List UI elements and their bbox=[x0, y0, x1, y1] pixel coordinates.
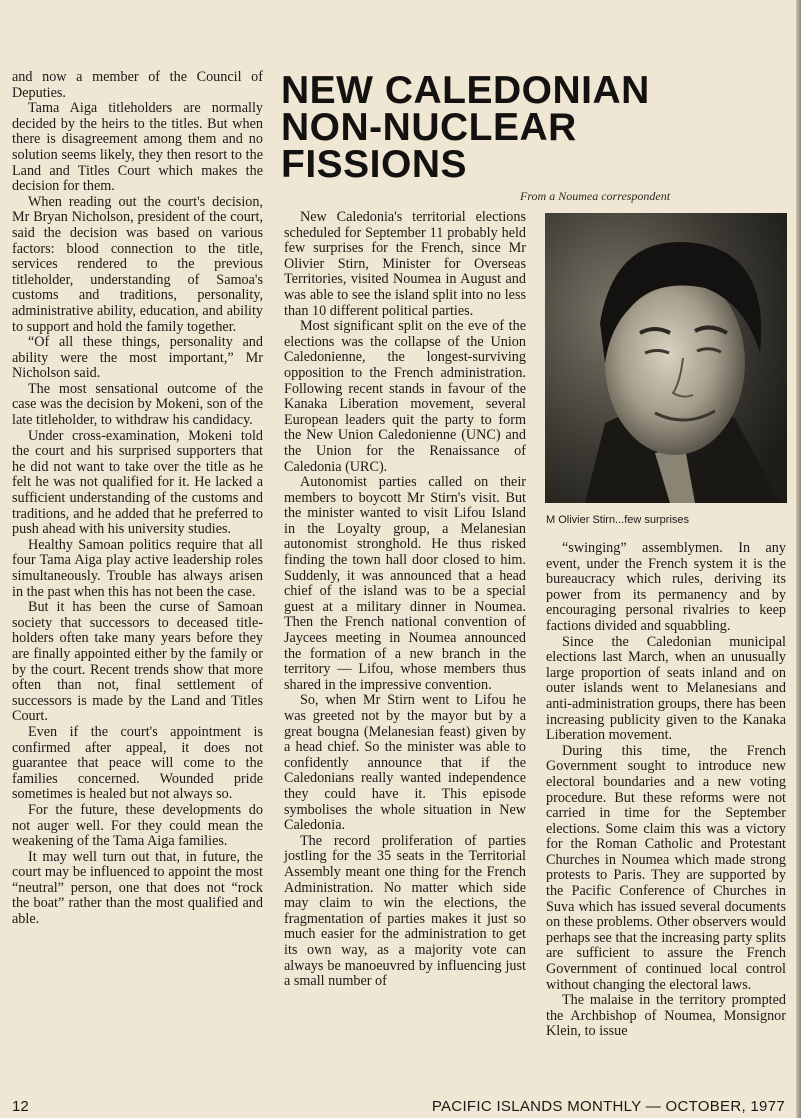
paragraph: and now a member of the Council of Deputies. bbox=[12, 69, 263, 101]
article-column-1 bbox=[12, 70, 263, 928]
paragraph: The most sensational outcome of the case was the decision by Mokeni, son of the late titleholder, to withdraw his candidacy. bbox=[12, 380, 263, 429]
headline-line: NEW CALEDONIAN bbox=[281, 69, 650, 112]
portrait-illustration bbox=[545, 213, 787, 503]
portrait-photo bbox=[545, 213, 787, 503]
paragraph: So, when Mr Stirn went to Lifou he was greeted not by the mayor but by a great bougna (Melanesian feast) given by a head chief. So the minister was able to confidently announce that if the Caledonians really wanted independence they could have it. This episode symbolises the whole situation in New Caledonia. bbox=[284, 692, 526, 834]
paragraph: It may well turn out that, in future, the court may be influenced to appoint the most “neutral” person, one that does not “rock the boat” rather than the most qualified and able. bbox=[12, 848, 263, 928]
paragraph: Most significant split on the eve of the elections was the collapse of the Union Caledonienne, the longest-surviving opposition to the French administration. Following recent stands in favour of the Kanaka Liberation movement, several European leaders quit the party to form the New Union Caledonienne (UNC) and the Union for the Renaissance of Caledonia (URC). bbox=[284, 318, 526, 475]
paragraph: Since the Caledonian municipal elections last March, when an unusually large proportion of seats inland and on outer islands went to Melanesians and anti-administration groups, there has been increasing publicity given to the Kanaka Liberation movement. bbox=[546, 633, 786, 744]
paragraph: Autonomist parties called on their members to boycott Mr Stirn's visit. But the minister wanted to visit Lifou Island in the Loyalty group, a Melanesian autonomist stronghold. He thus risked finding the town hall door closed to him. Suddenly, it was announced that a head chief of the island was to be a special guest at a military dinner in Noumea. Then the French national convention of Jaycees meeting in Noumea announced the formation of a new branch in the territory — Lifou, whose members thus shared in the impressive convention. bbox=[284, 474, 526, 693]
article-column-3 bbox=[546, 541, 786, 1040]
paragraph: But it has been the curse of Samoan society that successors to deceased title-holders often take many years before they are finally appointed either by the family or by the court. Recent trends show that more often than not, final settlement of successors is made by the Land and Titles Court. bbox=[12, 599, 263, 725]
paragraph: Healthy Samoan politics require that all four Tama Aiga play active leadership roles simultaneously. Trouble has always arisen in the past when this has not been the case. bbox=[12, 536, 263, 600]
headline bbox=[281, 69, 781, 186]
page-number: 12 bbox=[12, 1098, 29, 1115]
paragraph: Tama Aiga titleholders are normally decided by the heirs to the titles. But when there is disagreement among them and no solution seems likely, they then resort to the Land and Titles Court which makes the decision for them. bbox=[12, 100, 263, 195]
publication-footer: PACIFIC ISLANDS MONTHLY — OCTOBER, 1977 bbox=[431, 1098, 785, 1115]
paragraph: “swinging” assemblymen. In any event, under the French system it is the bureaucracy which rules, deriving its power from its permanency and by encouraging personal rivalries to keep factions divided and squabbling. bbox=[546, 540, 786, 634]
paragraph: During this time, the French Government sought to introduce new electoral boundaries and a new voting procedure. But these reforms were not carried in time for the September elections. Some claim this was a victory for the Roman Catholic and Protestant Churches in Noumea which made strong protests to Paris. They are supported by the Pacific Conference of Churches in Suva which has issued several documents on these problems. Other observers would perhaps see that the increasing party splits are sufficient to assure the French Government of continued local control without changing the electoral laws. bbox=[546, 742, 786, 993]
paragraph: For the future, these developments do not auger well. For they could mean the weakening of the Tama Aiga families. bbox=[12, 801, 263, 850]
paragraph: Even if the court's appointment is confirmed after appeal, it does not guarantee that peace will come to the families concerned. Wounded pride sometimes is healed but not always so. bbox=[12, 723, 263, 803]
headline-line: FISSIONS bbox=[281, 143, 468, 186]
photo-caption: M Olivier Stirn...few surprises bbox=[546, 514, 690, 526]
paragraph: When reading out the court's decision, Mr Bryan Nicholson, president of the court, said the decision was based on various factors: blood connection to the title, services rendered to the previous titleholder, understanding of Samoa's customs and traditions, personality, administrative ability, education, and ability to support and hold the family together. bbox=[12, 193, 263, 335]
paragraph: “Of all these things, personality and ability were the most important,” Mr Nicholson said. bbox=[12, 334, 263, 382]
paragraph: New Caledonia's territorial elections scheduled for September 11 probably held few surprises for the French, since Mr Olivier Stirn, Minister for Overseas Territories, visited Noumea in August and was able to see the island split into no less than 10 different political parties. bbox=[284, 209, 526, 319]
headline-line: NON-NUCLEAR bbox=[281, 106, 577, 149]
paragraph: The record proliferation of parties jostling for the 35 seats in the Territorial Assembly meant one thing for the French Administration. No matter which side may claim to win the elections, the fragmentation of parties makes it just so much easier for the administration to get its own way, as a majority vote can always be manoeuvred by influencing just a small number of bbox=[284, 832, 526, 990]
article-column-2 bbox=[284, 210, 526, 990]
byline: From a Noumea correspondent bbox=[520, 189, 671, 203]
page-edge bbox=[796, 0, 801, 1118]
paragraph: The malaise in the territory prompted the Archbishop of Noumea, Monsignor Klein, to issue bbox=[546, 992, 786, 1040]
paragraph: Under cross-examination, Mokeni told the court and his surprised supporters that he did not want to take over the title as he felt he was not qualified for it. He lacked a sufficient understanding of the customs and traditions, and he added that he preferred to push ahead with his university studies. bbox=[12, 427, 263, 538]
